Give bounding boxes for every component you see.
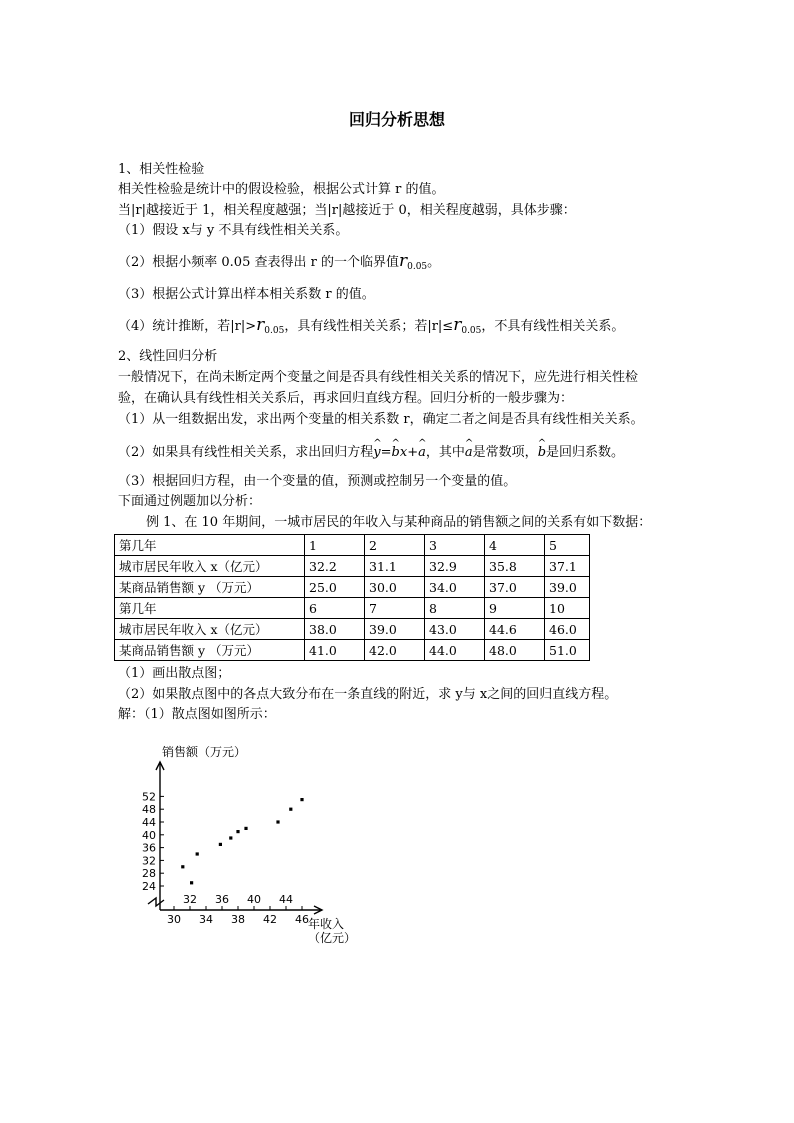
section2-line1: 一般情况下，在尚未断定两个变量之间是否具有线性相关关系的情况下，应先进行相关性检 bbox=[118, 370, 639, 385]
x-tick-label: 32 bbox=[183, 893, 197, 906]
value-cell: 8 bbox=[425, 598, 485, 619]
y-tick-label: 32 bbox=[142, 854, 156, 868]
section1-step3: （3）根据公式计算出样本相关系数 r 的值。 bbox=[118, 287, 375, 302]
data-point bbox=[181, 865, 184, 868]
section1-line2: 当|r|越接近于 1，相关程度越强；当|r|越接近于 0，相关程度越弱，具体步骤： bbox=[118, 203, 576, 218]
value-cell: 37.0 bbox=[485, 577, 545, 598]
section2-heading: 2、线性回归分析 bbox=[118, 349, 218, 364]
value-cell: 4 bbox=[485, 535, 545, 556]
y-tick-label: 28 bbox=[142, 867, 156, 881]
section2-step3: （3）根据回归方程，由一个变量的值，预测或控制另一个变量的值。 bbox=[118, 474, 517, 489]
section1-heading: 1、相关性检验 bbox=[118, 162, 205, 177]
data-point bbox=[196, 852, 199, 855]
value-cell: 48.0 bbox=[485, 640, 545, 661]
x-axis-label: 年收入 bbox=[308, 917, 345, 931]
value-cell: 39.0 bbox=[545, 577, 590, 598]
r-symbol: r bbox=[453, 315, 462, 335]
value-cell: 30.0 bbox=[365, 577, 425, 598]
data-table bbox=[114, 534, 590, 661]
equals-sign: = bbox=[380, 445, 392, 460]
step4-part-c: ，不具有线性相关关系。 bbox=[481, 319, 625, 334]
value-cell: 5 bbox=[545, 535, 590, 556]
a-hat: ^ a bbox=[465, 444, 473, 462]
data-point bbox=[229, 836, 232, 839]
value-cell: 46.0 bbox=[545, 619, 590, 640]
step4-part-b: ，具有线性相关关系；若|r|≤ bbox=[284, 319, 454, 334]
row-header-cell: 城市居民年收入 x（亿元） bbox=[115, 556, 305, 577]
section2-intro: 下面通过例题加以分析： bbox=[118, 494, 262, 509]
data-point bbox=[219, 843, 222, 846]
x-tick-label: 38 bbox=[231, 913, 245, 926]
value-cell: 41.0 bbox=[305, 640, 365, 661]
row-header-cell: 某商品销售额 y （万元） bbox=[115, 640, 305, 661]
x-tick-label: 46 bbox=[295, 913, 309, 926]
axis-break-mark bbox=[148, 898, 164, 906]
value-cell: 44.0 bbox=[425, 640, 485, 661]
value-cell: 10 bbox=[545, 598, 590, 619]
value-cell: 1 bbox=[305, 535, 365, 556]
b-hat: ^ b bbox=[392, 444, 400, 462]
x-tick-label: 30 bbox=[167, 913, 181, 926]
value-cell: 38.0 bbox=[305, 619, 365, 640]
question-2: （2）如果散点图中的各点大致分布在一条直线的附近，求 y与 x之间的回归直线方程。 bbox=[118, 687, 618, 702]
value-cell: 34.0 bbox=[425, 577, 485, 598]
section2-step1: （1）从一组数据出发，求出两个变量的相关系数 r，确定二者之间是否具有线性相关关系。 bbox=[118, 412, 644, 427]
section1-line1: 相关性检验是统计中的假设检验，根据公式计算 r 的值。 bbox=[118, 182, 445, 197]
value-cell: 6 bbox=[305, 598, 365, 619]
data-point bbox=[276, 820, 279, 823]
r-subscript: 0.05 bbox=[407, 262, 428, 272]
section2-step2 bbox=[118, 444, 624, 462]
step2-text-d: 是回归系数。 bbox=[546, 445, 625, 460]
x-tick-label: 42 bbox=[263, 913, 277, 926]
plus-sign: + bbox=[407, 445, 419, 460]
question-1: （1）画出散点图； bbox=[118, 666, 231, 681]
a-hat: ^ a bbox=[418, 444, 426, 462]
data-point bbox=[300, 798, 303, 801]
scatter-chart bbox=[130, 740, 360, 950]
value-cell: 31.1 bbox=[365, 556, 425, 577]
value-cell: 39.0 bbox=[365, 619, 425, 640]
value-cell: 42.0 bbox=[365, 640, 425, 661]
table-row bbox=[115, 556, 590, 577]
section1-step1: （1）假设 x与 y 不具有线性相关关系。 bbox=[118, 223, 349, 238]
example-statement: 例 1、在 10 年期间，一城市居民的年收入与某种商品的销售额之间的关系有如下数据： bbox=[146, 515, 652, 530]
table-row bbox=[115, 619, 590, 640]
step2-text: （2）根据小频率 0.05 查表得出 r 的一个临界值 bbox=[118, 255, 399, 270]
step2-text-a: （2）如果具有线性相关关系，求出回归方程 bbox=[118, 445, 374, 460]
x-tick-label: 40 bbox=[247, 893, 261, 906]
y-tick-label: 48 bbox=[142, 803, 156, 817]
r-symbol: r bbox=[256, 315, 265, 335]
r-subscript: 0.05 bbox=[264, 326, 285, 336]
x-tick-label: 36 bbox=[215, 893, 229, 906]
solution-label: 解：（1）散点图如图所示： bbox=[118, 707, 276, 722]
section2-line2: 验，在确认具有线性相关关系后，再求回归直线方程。回归分析的一般步骤为： bbox=[118, 391, 574, 406]
row-header-cell: 城市居民年收入 x（亿元） bbox=[115, 619, 305, 640]
table-row bbox=[115, 577, 590, 598]
y-hat: ^ y bbox=[373, 444, 380, 462]
b-hat: ^ b bbox=[538, 444, 546, 462]
y-tick-label: 24 bbox=[142, 880, 156, 893]
value-cell: 3 bbox=[425, 535, 485, 556]
row-header-cell: 第几年 bbox=[115, 598, 305, 619]
value-cell: 2 bbox=[365, 535, 425, 556]
y-tick-label: 40 bbox=[142, 828, 156, 842]
y-tick-label: 44 bbox=[142, 816, 156, 829]
y-axis-label: 销售额（万元） bbox=[162, 745, 247, 759]
row-header-cell: 第几年 bbox=[115, 535, 305, 556]
data-point bbox=[236, 830, 239, 833]
data-point bbox=[244, 827, 247, 830]
data-point bbox=[190, 881, 193, 884]
x-var: x bbox=[399, 445, 408, 460]
table-row bbox=[115, 640, 590, 661]
value-cell: 35.8 bbox=[485, 556, 545, 577]
value-cell: 32.2 bbox=[305, 556, 365, 577]
y-tick-label: 52 bbox=[142, 790, 156, 804]
page-title: 回归分析思想 bbox=[348, 110, 445, 129]
step4-part-a: （4）统计推断，若|r|> bbox=[118, 319, 257, 334]
value-cell: 9 bbox=[485, 598, 545, 619]
x-axis-label-unit: （亿元） bbox=[308, 931, 357, 945]
value-cell: 51.0 bbox=[545, 640, 590, 661]
r-subscript: 0.05 bbox=[461, 326, 482, 336]
step2-text-c: 是常数项， bbox=[472, 445, 538, 460]
section1-step2 bbox=[118, 252, 440, 276]
table-row bbox=[115, 598, 590, 619]
value-cell: 37.1 bbox=[545, 556, 590, 577]
table-row bbox=[115, 535, 590, 556]
section1-step4 bbox=[118, 316, 624, 340]
value-cell: 7 bbox=[365, 598, 425, 619]
r-symbol: r bbox=[398, 251, 408, 271]
value-cell: 25.0 bbox=[305, 577, 365, 598]
x-tick-label: 34 bbox=[199, 913, 213, 926]
data-point bbox=[289, 808, 292, 811]
step2-text-b: ，其中 bbox=[425, 445, 465, 460]
value-cell: 44.6 bbox=[485, 619, 545, 640]
value-cell: 32.9 bbox=[425, 556, 485, 577]
step2-end: 。 bbox=[427, 255, 441, 270]
y-tick-label: 36 bbox=[142, 841, 156, 855]
value-cell: 43.0 bbox=[425, 619, 485, 640]
row-header-cell: 某商品销售额 y （万元） bbox=[115, 577, 305, 598]
x-tick-label: 44 bbox=[279, 893, 293, 906]
